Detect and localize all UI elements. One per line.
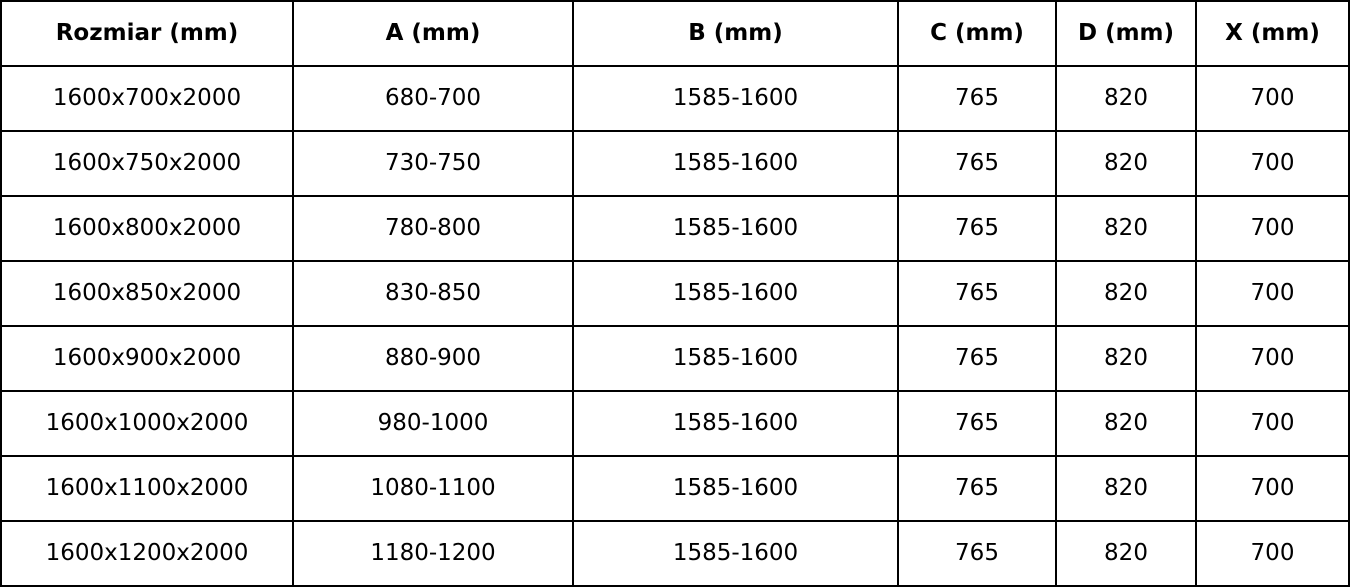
table-header-row: [1, 1, 1349, 66]
cell-a: 880-900: [293, 326, 573, 391]
cell-x: 700: [1196, 326, 1349, 391]
cell-x: 700: [1196, 196, 1349, 261]
column-header-a: A (mm): [293, 1, 573, 66]
cell-x: 700: [1196, 261, 1349, 326]
cell-rozmiar: 1600x1000x2000: [1, 391, 293, 456]
table-row: [1, 196, 1349, 261]
cell-c: 765: [898, 196, 1056, 261]
cell-d: 820: [1056, 66, 1196, 131]
column-header-rozmiar: Rozmiar (mm): [1, 1, 293, 66]
cell-c: 765: [898, 261, 1056, 326]
table-row: [1, 391, 1349, 456]
cell-d: 820: [1056, 196, 1196, 261]
cell-c: 765: [898, 326, 1056, 391]
cell-d: 820: [1056, 326, 1196, 391]
cell-d: 820: [1056, 521, 1196, 586]
table-row: [1, 261, 1349, 326]
cell-rozmiar: 1600x1200x2000: [1, 521, 293, 586]
cell-c: 765: [898, 131, 1056, 196]
cell-d: 820: [1056, 456, 1196, 521]
cell-rozmiar: 1600x800x2000: [1, 196, 293, 261]
cell-d: 820: [1056, 131, 1196, 196]
cell-a: 780-800: [293, 196, 573, 261]
cell-x: 700: [1196, 456, 1349, 521]
cell-c: 765: [898, 391, 1056, 456]
cell-rozmiar: 1600x900x2000: [1, 326, 293, 391]
cell-b: 1585-1600: [573, 261, 898, 326]
cell-b: 1585-1600: [573, 391, 898, 456]
cell-c: 765: [898, 456, 1056, 521]
cell-x: 700: [1196, 521, 1349, 586]
cell-b: 1585-1600: [573, 66, 898, 131]
cell-c: 765: [898, 521, 1056, 586]
cell-a: 1180-1200: [293, 521, 573, 586]
cell-a: 830-850: [293, 261, 573, 326]
cell-a: 1080-1100: [293, 456, 573, 521]
cell-x: 700: [1196, 391, 1349, 456]
cell-rozmiar: 1600x850x2000: [1, 261, 293, 326]
table-row: [1, 521, 1349, 586]
column-header-b: B (mm): [573, 1, 898, 66]
column-header-x: X (mm): [1196, 1, 1349, 66]
cell-a: 730-750: [293, 131, 573, 196]
table-row: [1, 66, 1349, 131]
cell-b: 1585-1600: [573, 196, 898, 261]
table-row: [1, 326, 1349, 391]
table-row: [1, 131, 1349, 196]
cell-a: 680-700: [293, 66, 573, 131]
cell-rozmiar: 1600x750x2000: [1, 131, 293, 196]
cell-b: 1585-1600: [573, 456, 898, 521]
cell-x: 700: [1196, 131, 1349, 196]
cell-b: 1585-1600: [573, 521, 898, 586]
cell-b: 1585-1600: [573, 326, 898, 391]
cell-a: 980-1000: [293, 391, 573, 456]
column-header-d: D (mm): [1056, 1, 1196, 66]
table-row: [1, 456, 1349, 521]
cell-rozmiar: 1600x1100x2000: [1, 456, 293, 521]
cell-d: 820: [1056, 261, 1196, 326]
cell-b: 1585-1600: [573, 131, 898, 196]
cell-c: 765: [898, 66, 1056, 131]
column-header-c: C (mm): [898, 1, 1056, 66]
cell-rozmiar: 1600x700x2000: [1, 66, 293, 131]
cell-x: 700: [1196, 66, 1349, 131]
cell-d: 820: [1056, 391, 1196, 456]
